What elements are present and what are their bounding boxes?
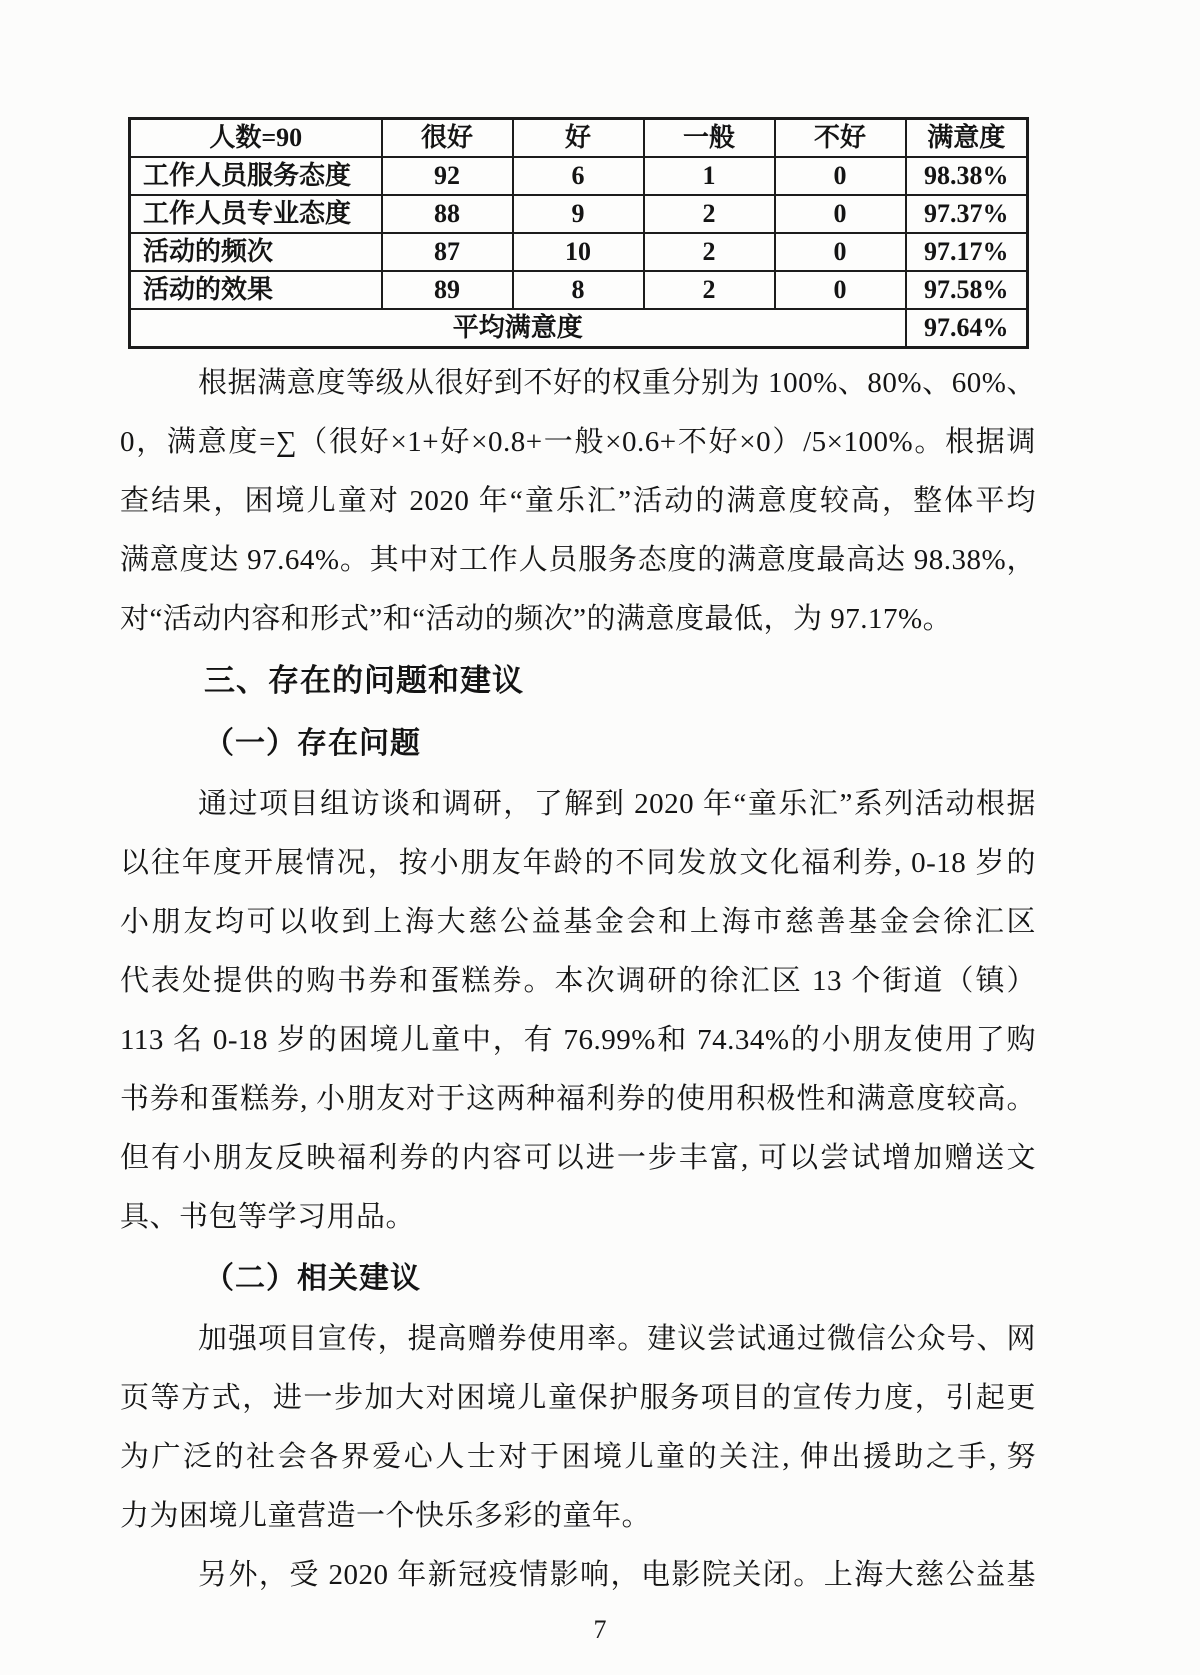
table-body — [130, 157, 1028, 309]
value-cell: 97.58% — [906, 271, 1028, 309]
text-line: 对“活动内容和形式”和“活动的频次”的满意度最低，为 97.17%。 — [120, 603, 953, 635]
text-line: 满意度达 97.64%。其中对工作人员服务态度的满意度最高达 98.38%， — [120, 544, 1036, 576]
column-header: 满意度 — [906, 119, 1028, 158]
subsection-heading: （一）存在问题 — [204, 727, 421, 760]
text-line: 为广泛的社会各界爱心人士对于困境儿童的关注, 伸出援助之手, 努 — [120, 1441, 1036, 1473]
value-cell: 6 — [513, 157, 644, 195]
column-header: 很好 — [382, 119, 513, 158]
text-line: 查结果，困境儿童对 2020 年“童乐汇”活动的满意度较高，整体平均 — [120, 485, 1036, 517]
average-value-cell: 97.64% — [906, 309, 1028, 348]
row-label-cell: 活动的频次 — [130, 233, 382, 271]
text-line: 小朋友均可以收到上海大慈公益基金会和上海市慈善基金会徐汇区 — [120, 906, 1036, 938]
text-line: 力为困境儿童营造一个快乐多彩的童年。 — [120, 1500, 652, 1532]
column-header: 好 — [513, 119, 644, 158]
average-label-cell: 平均满意度 — [130, 309, 906, 348]
value-cell: 88 — [382, 195, 513, 233]
table-row — [130, 157, 1028, 195]
value-cell: 1 — [644, 157, 775, 195]
text-line: 但有小朋友反映福利券的内容可以进一步丰富, 可以尝试增加赠送文 — [120, 1142, 1036, 1174]
text-line: 113 名 0-18 岁的困境儿童中，有 76.99%和 74.34%的小朋友使用了购 — [120, 1024, 1036, 1056]
average-row — [130, 309, 1028, 348]
value-cell: 0 — [775, 195, 906, 233]
value-cell: 10 — [513, 233, 644, 271]
row-label-cell: 工作人员服务态度 — [130, 157, 382, 195]
row-label-cell: 活动的效果 — [130, 271, 382, 309]
satisfaction-table — [128, 117, 1029, 349]
value-cell: 97.17% — [906, 233, 1028, 271]
text-line: 加强项目宣传，提高赠券使用率。建议尝试通过微信公众号、网 — [198, 1323, 1036, 1355]
value-cell: 97.37% — [906, 195, 1028, 233]
text-line: 0，满意度=∑（很好×1+好×0.8+一般×0.6+不好×0）/5×100%。根据调 — [120, 426, 1036, 458]
table-row — [130, 233, 1028, 271]
section-heading: 三、存在的问题和建议 — [204, 663, 524, 698]
text-line: 以往年度开展情况，按小朋友年龄的不同发放文化福利券, 0-18 岁的 — [120, 847, 1036, 879]
value-cell: 0 — [775, 233, 906, 271]
text-line: 代表处提供的购书券和蛋糕券。本次调研的徐汇区 13 个街道（镇） — [120, 965, 1036, 997]
value-cell: 0 — [775, 157, 906, 195]
subsection-heading: （二）相关建议 — [204, 1262, 421, 1295]
document-body — [120, 354, 1036, 1605]
column-header: 人数=90 — [130, 119, 382, 158]
column-header: 一般 — [644, 119, 775, 158]
value-cell: 2 — [644, 271, 775, 309]
row-label-cell: 工作人员专业态度 — [130, 195, 382, 233]
page-number: 7 — [593, 1615, 607, 1644]
value-cell: 89 — [382, 271, 513, 309]
value-cell: 92 — [382, 157, 513, 195]
value-cell: 9 — [513, 195, 644, 233]
text-line: 书券和蛋糕券, 小朋友对于这两种福利券的使用积极性和满意度较高。 — [120, 1083, 1036, 1115]
value-cell: 87 — [382, 233, 513, 271]
text-line: 通过项目组访谈和调研，了解到 2020 年“童乐汇”系列活动根据 — [198, 788, 1036, 820]
column-header: 不好 — [775, 119, 906, 158]
table-row — [130, 195, 1028, 233]
text-line: 页等方式，进一步加大对困境儿童保护服务项目的宣传力度，引起更 — [120, 1382, 1036, 1414]
value-cell: 98.38% — [906, 157, 1028, 195]
text-line: 另外，受 2020 年新冠疫情影响，电影院关闭。上海大慈公益基 — [198, 1559, 1036, 1591]
value-cell: 2 — [644, 195, 775, 233]
text-line: 具、书包等学习用品。 — [120, 1201, 416, 1233]
text-line: 根据满意度等级从很好到不好的权重分别为 100%、80%、60%、 — [198, 367, 1036, 399]
value-cell: 2 — [644, 233, 775, 271]
table-row — [130, 271, 1028, 309]
table-header-row — [130, 119, 1028, 158]
value-cell: 0 — [775, 271, 906, 309]
value-cell: 8 — [513, 271, 644, 309]
